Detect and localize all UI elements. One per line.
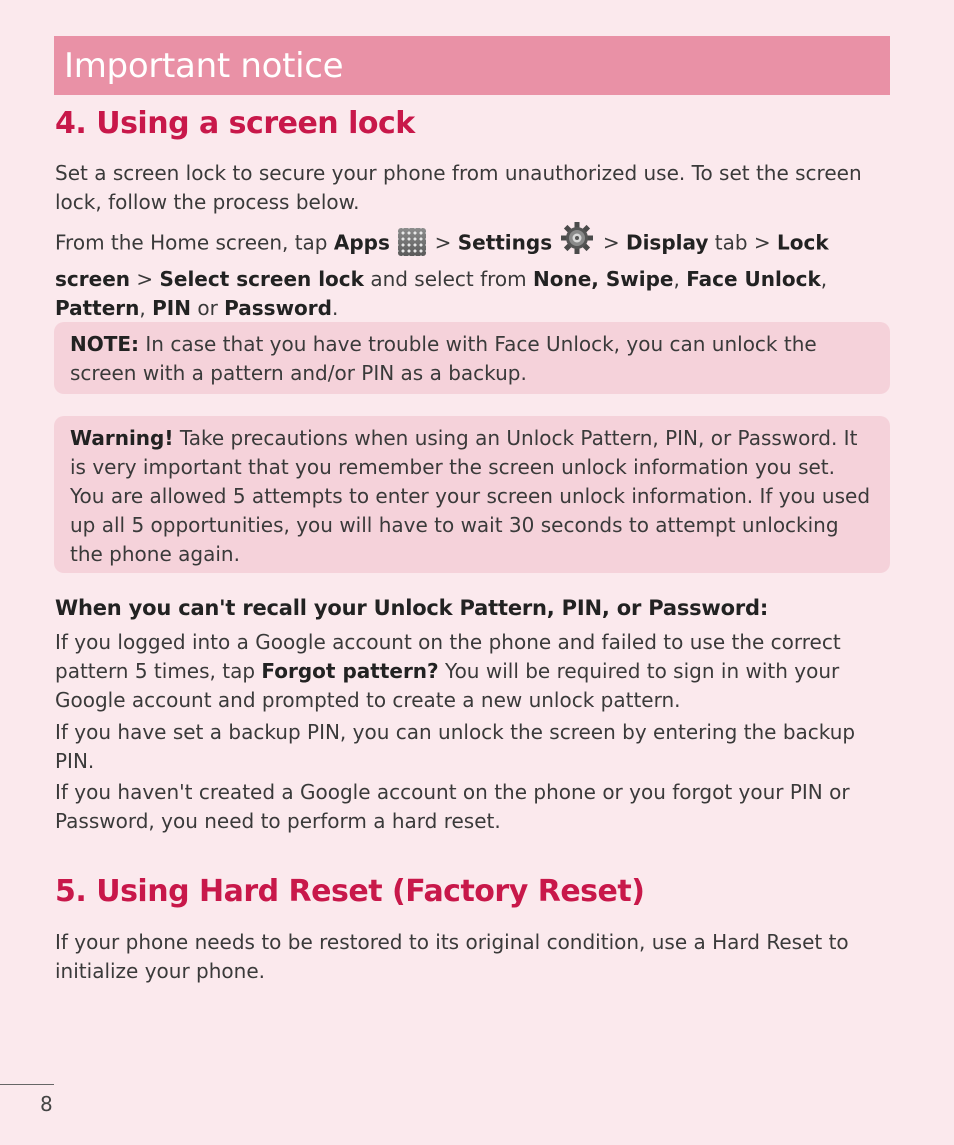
- section-4-intro: Set a screen lock to secure your phone from unauthorized use. To set the screen lock, follow the process below.: [55, 161, 862, 214]
- select-screen-lock-label: Select screen lock: [159, 267, 364, 291]
- note-box: [54, 322, 890, 394]
- page-title: Important notice: [64, 46, 344, 86]
- settings-gear-icon: [558, 221, 596, 263]
- password-label: Password: [224, 296, 332, 320]
- face-unlock-label: Face Unlock: [686, 267, 821, 291]
- apps-grid-icon: [398, 228, 426, 256]
- recall-paragraph-3: If you haven't created a Google account on the phone or you forgot your PIN or Password, you need to perform a hard reset.: [55, 780, 850, 833]
- warning-text: Warning! Take precautions when using an Unlock Pattern, PIN, or Password. It is very important that you remember the screen unlock information you set. You are allowed 5 attempts to enter your screen unlock information. If you used up all 5 opportunities, you will have to wait 30 seconds to attempt unlocking the phone again.: [70, 426, 871, 566]
- forgot-pattern-label: Forgot pattern?: [261, 659, 439, 683]
- recall-paragraph-2: If you have set a backup PIN, you can unlock the screen by entering the backup PIN.: [55, 720, 856, 773]
- note-label: NOTE:: [70, 332, 140, 356]
- settings-label: Settings: [457, 230, 553, 255]
- pin-label: PIN: [152, 296, 191, 320]
- warning-box: [54, 416, 890, 573]
- section-5-heading: 5. Using Hard Reset (Factory Reset): [55, 874, 645, 909]
- pattern-label: Pattern: [55, 296, 140, 320]
- note-text: NOTE: In case that you have trouble with Face Unlock, you can unlock the screen with a pattern and/or PIN as a backup.: [70, 332, 817, 385]
- page-number: 8: [40, 1092, 53, 1116]
- recall-paragraph-1: If you logged into a Google account on the phone and failed to use the correct pattern 5 times, tap Forgot pattern? You will be required to sign in with your Google account and prompted to create a new unlock pattern.: [55, 630, 841, 712]
- section-4-steps: From the Home screen, tap Apps > Settings > Display tab > Lock screen > Select screen lock and select from None, Swipe, Face Unlock, Pattern, PIN or Password.: [55, 223, 895, 323]
- header-banner: [54, 36, 890, 95]
- footer-divider: [0, 1084, 54, 1085]
- recall-heading: When you can't recall your Unlock Pattern, PIN, or Password:: [55, 596, 769, 620]
- apps-label: Apps: [333, 230, 390, 255]
- none-swipe-label: None, Swipe: [533, 267, 674, 291]
- display-label: Display: [625, 230, 709, 255]
- section-5-intro: If your phone needs to be restored to its original condition, use a Hard Reset to initialize your phone.: [55, 930, 849, 983]
- warning-label: Warning!: [70, 426, 174, 450]
- lock-screen-label: Lock screen: [55, 230, 829, 291]
- section-4-heading: 4. Using a screen lock: [55, 106, 415, 141]
